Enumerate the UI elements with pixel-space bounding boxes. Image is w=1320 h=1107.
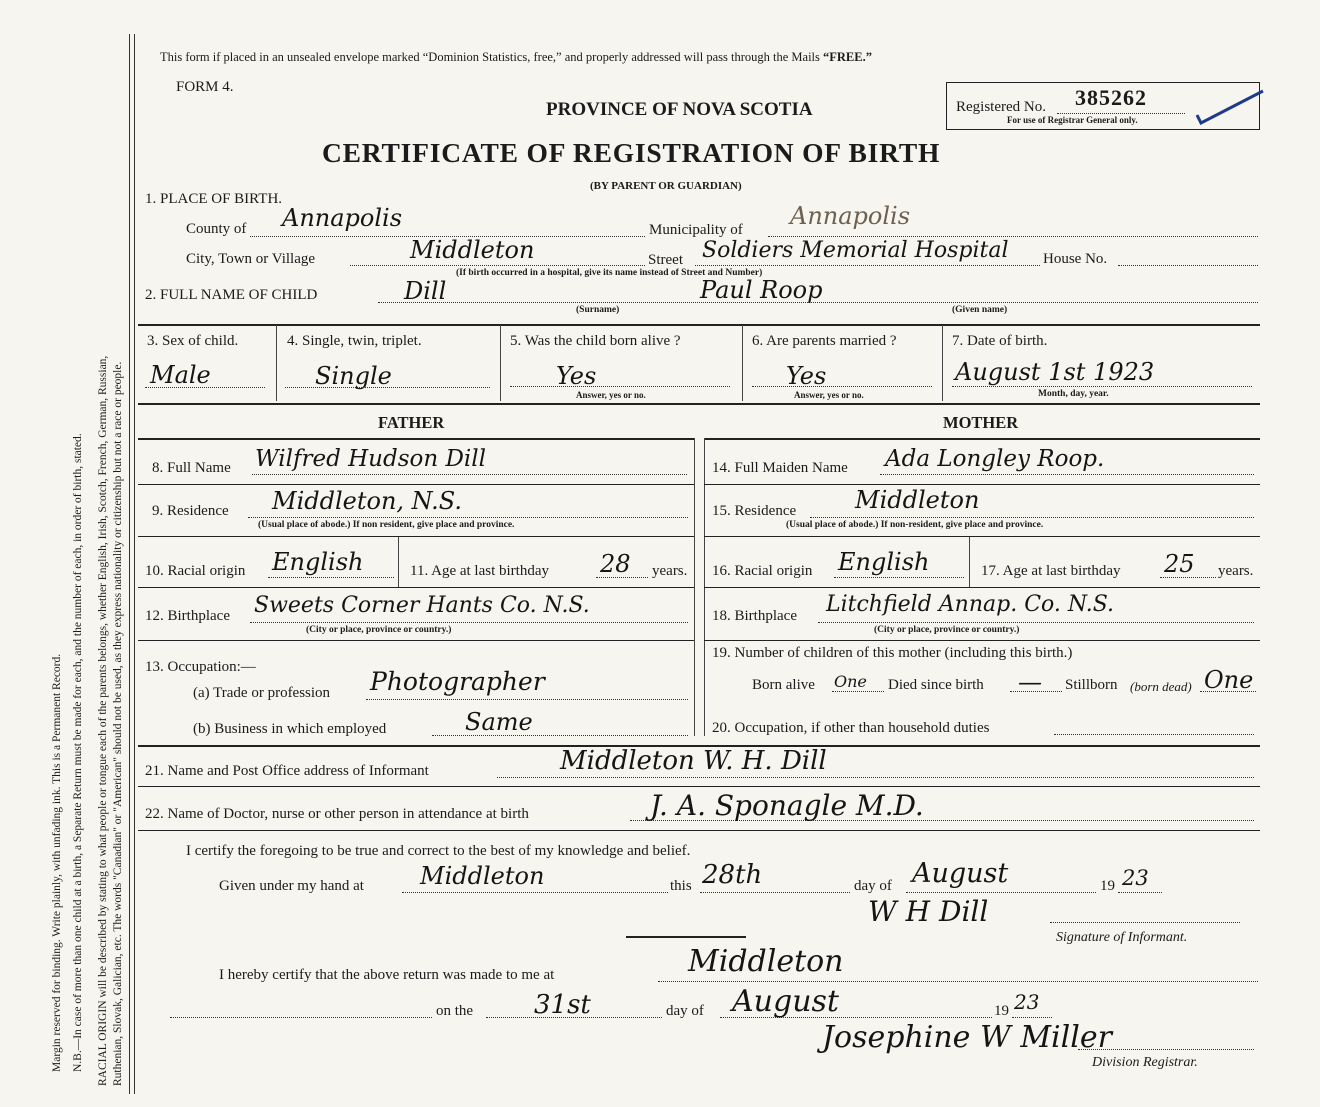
- died-since-birth-value: —: [1018, 668, 1042, 696]
- parents-married-label: 6. Are parents married ?: [752, 333, 897, 349]
- registrar-year-prefix: 19: [994, 1003, 1009, 1019]
- divider: [138, 786, 1260, 787]
- child-name-label: 2. FULL NAME OF CHILD: [145, 287, 318, 303]
- doctor-label: 22. Name of Doctor, nurse or other person in attendance at birth: [145, 806, 529, 822]
- divider: [138, 438, 694, 440]
- given-place-value: Middleton: [420, 862, 545, 890]
- father-birthplace-caption: (City or place, province or country.): [306, 625, 452, 635]
- informant-signature-caption: Signature of Informant.: [1056, 930, 1188, 945]
- parents-married-value: Yes: [786, 362, 827, 390]
- father-trade-value: Photographer: [370, 667, 545, 696]
- born-alive-count-label: Born alive: [752, 677, 815, 693]
- born-alive-count-value: One: [834, 672, 867, 691]
- dob-label: 7. Date of birth.: [952, 333, 1048, 349]
- binding-line: [129, 34, 130, 1094]
- registrar-statement: I hereby certify that the above return was made to me at: [219, 967, 555, 983]
- mother-birthplace-caption: (City or place, province or country.): [874, 625, 1020, 635]
- mother-birthplace-label: 18. Birthplace: [712, 608, 797, 624]
- divider: [138, 640, 694, 641]
- born-alive-label: 5. Was the child born alive ?: [510, 333, 681, 349]
- mother-age-label: 17. Age at last birthday: [981, 563, 1121, 579]
- stillborn-note: (born dead): [1130, 679, 1192, 694]
- mother-residence-label: 15. Residence: [712, 503, 797, 519]
- box-divider: [969, 537, 970, 587]
- mother-name-value: Ada Longley Roop.: [885, 446, 1105, 472]
- divider: [138, 587, 694, 588]
- mother-birthplace-value: Litchfield Annap. Co. N.S.: [826, 592, 1114, 617]
- born-alive-caption: Answer, yes or no.: [576, 390, 646, 400]
- father-residence-label: 9. Residence: [152, 503, 229, 519]
- father-name-value: Wilfred Hudson Dill: [255, 446, 486, 472]
- day-of-label: day of: [854, 878, 892, 894]
- child-given-name: Paul Roop: [700, 276, 823, 304]
- mother-heading: MOTHER: [943, 413, 1019, 432]
- father-residence-value: Middleton, N.S.: [272, 487, 462, 515]
- informant-signature: W H Dill: [868, 895, 989, 928]
- mother-age-value: 25: [1164, 550, 1195, 578]
- born-alive-value: Yes: [556, 362, 597, 390]
- registrar-signature-caption: Division Registrar.: [1092, 1055, 1198, 1070]
- plurality-value: Single: [315, 362, 392, 390]
- sex-value: Male: [150, 361, 211, 389]
- given-month-value: August: [912, 858, 1009, 889]
- divider: [138, 484, 694, 485]
- form-number: FORM 4.: [176, 79, 234, 95]
- street-label: Street: [648, 252, 683, 268]
- margin-note-racial-origin: RACIAL ORIGIN will be described by stating to what people or tongue each of the parents belongs, whether English, Irish, Scotch, French, German, Russian,: [97, 355, 109, 1086]
- margin-note-nationality: Ruthenian, Slovak, Galician, etc. The words "Canadian" or "American" should not be used, as they express nationality or citizenship but not a race or people.: [112, 361, 124, 1086]
- father-residence-caption: (Usual place of abode.) If non resident, give place and province.: [258, 520, 515, 530]
- given-day-value: 28th: [702, 860, 763, 890]
- mother-residence-value: Middleton: [855, 486, 980, 514]
- informant-value: Middleton W. H. Dill: [560, 746, 827, 776]
- margin-note-binding: Margin reserved for binding. Write plainly, with unfading ink. This is a Permanent Record.: [51, 653, 63, 1072]
- divider: [704, 484, 1260, 485]
- mother-years: years.: [1218, 563, 1254, 579]
- registrar-month-value: August: [732, 984, 839, 1019]
- father-age-value: 28: [600, 550, 631, 578]
- place-heading: 1. PLACE OF BIRTH.: [145, 191, 283, 207]
- box-divider: [276, 325, 277, 401]
- father-birthplace-label: 12. Birthplace: [145, 608, 230, 624]
- certificate-title: CERTIFICATE OF REGISTRATION OF BIRTH: [322, 137, 941, 168]
- divider: [704, 587, 1260, 588]
- city-label: City, Town or Village: [186, 251, 316, 267]
- mail-notice-text: This form if placed in an unsealed envelope marked “Dominion Statistics, free,” and properly addressed will pass through the Mails: [160, 50, 824, 64]
- father-trade-label: (a) Trade or profession: [193, 685, 331, 701]
- mother-occupation-label: 20. Occupation, if other than household duties: [712, 720, 990, 736]
- municipality-label: Municipality of: [649, 222, 743, 238]
- column-divider: [694, 438, 695, 736]
- certify-statement: I certify the foregoing to be true and correct to the best of my knowledge and belief.: [186, 843, 691, 859]
- registered-number: 385262: [1075, 85, 1147, 110]
- hospital-note: (If birth occurred in a hospital, give its name instead of Street and Number): [456, 268, 763, 278]
- certificate-subtitle: (BY PARENT OR GUARDIAN): [590, 180, 742, 192]
- divider: [138, 324, 1260, 326]
- municipality-value: Annapolis: [790, 202, 911, 230]
- divider: [626, 936, 746, 938]
- plurality-label: 4. Single, twin, triplet.: [287, 333, 422, 349]
- mail-notice: [160, 50, 872, 65]
- given-year-value: 23: [1122, 866, 1149, 890]
- province-heading: PROVINCE OF NOVA SCOTIA: [546, 99, 813, 120]
- divider: [138, 830, 1260, 831]
- divider: [704, 640, 1260, 641]
- box-divider: [500, 325, 501, 401]
- registrar-year-value: 23: [1014, 990, 1040, 1014]
- city-value: Middleton: [410, 236, 535, 264]
- box-divider: [398, 537, 399, 587]
- doctor-value: J. A. Sponagle M.D.: [650, 789, 924, 822]
- father-years: years.: [652, 563, 688, 579]
- margin-note-multiple-births: N.B.—In case of more than one child at a birth, a Separate Return must be made for each, and the number of each, in order of birth, stated.: [72, 433, 84, 1072]
- house-label: House No.: [1043, 251, 1108, 267]
- father-name-label: 8. Full Name: [152, 460, 231, 476]
- mother-racial-value: English: [838, 548, 930, 576]
- dob-value: August 1st 1923: [955, 358, 1155, 386]
- father-racial-label: 10. Racial origin: [145, 563, 246, 579]
- father-heading: FATHER: [378, 413, 445, 432]
- father-occupation-label: 13. Occupation:—: [145, 659, 256, 675]
- mail-notice-free: “FREE.”: [823, 50, 872, 64]
- mother-racial-label: 16. Racial origin: [712, 563, 813, 579]
- parents-married-caption: Answer, yes or no.: [794, 390, 864, 400]
- dob-caption: Month, day, year.: [1038, 389, 1109, 399]
- surname-caption: (Surname): [576, 305, 620, 315]
- registrar-use-note: For use of Registrar General only.: [1007, 115, 1138, 125]
- registered-number-box: [946, 82, 1260, 130]
- on-the-label: on the: [436, 1003, 474, 1019]
- father-age-label: 11. Age at last birthday: [410, 563, 549, 579]
- informant-label: 21. Name and Post Office address of Informant: [145, 763, 429, 779]
- binding-line-inner: [134, 34, 135, 1094]
- stillborn-value: One: [1204, 666, 1254, 694]
- divider: [704, 536, 1260, 537]
- registrar-signature: Josephine W Miller: [822, 1020, 1112, 1055]
- father-business-value: Same: [465, 708, 533, 736]
- stillborn-label: Stillborn: [1065, 677, 1118, 693]
- father-birthplace-value: Sweets Corner Hants Co. N.S.: [254, 593, 590, 618]
- registrar-day-of-label: day of: [666, 1003, 704, 1019]
- mother-name-label: 14. Full Maiden Name: [712, 460, 848, 476]
- registrar-day-value: 31st: [534, 990, 591, 1020]
- box-divider: [742, 325, 743, 401]
- sex-label: 3. Sex of child.: [147, 333, 239, 349]
- this-label: this: [670, 878, 692, 894]
- mother-children-label: 19. Number of children of this mother (including this birth.): [712, 645, 1073, 661]
- registrar-place-value: Middleton: [688, 944, 844, 979]
- divider: [704, 438, 1260, 440]
- county-value: Annapolis: [282, 204, 403, 232]
- given-caption: (Given name): [952, 305, 1008, 315]
- father-business-label: (b) Business in which employed: [193, 721, 387, 737]
- given-under-hand-label: Given under my hand at: [219, 878, 364, 894]
- divider: [138, 403, 1260, 405]
- box-divider: [942, 325, 943, 401]
- father-racial-value: English: [272, 548, 364, 576]
- registered-label: Registered No.: [956, 99, 1046, 115]
- child-surname: Dill: [404, 277, 447, 305]
- street-value: Soldiers Memorial Hospital: [702, 238, 1009, 263]
- divider: [138, 536, 694, 537]
- died-since-birth-label: Died since birth: [888, 677, 984, 693]
- check-mark-icon: [1195, 85, 1265, 125]
- mother-residence-caption: (Usual place of abode.) If non-resident, give place and province.: [786, 520, 1044, 530]
- county-label: County of: [186, 221, 247, 237]
- given-year-prefix: 19: [1100, 878, 1115, 894]
